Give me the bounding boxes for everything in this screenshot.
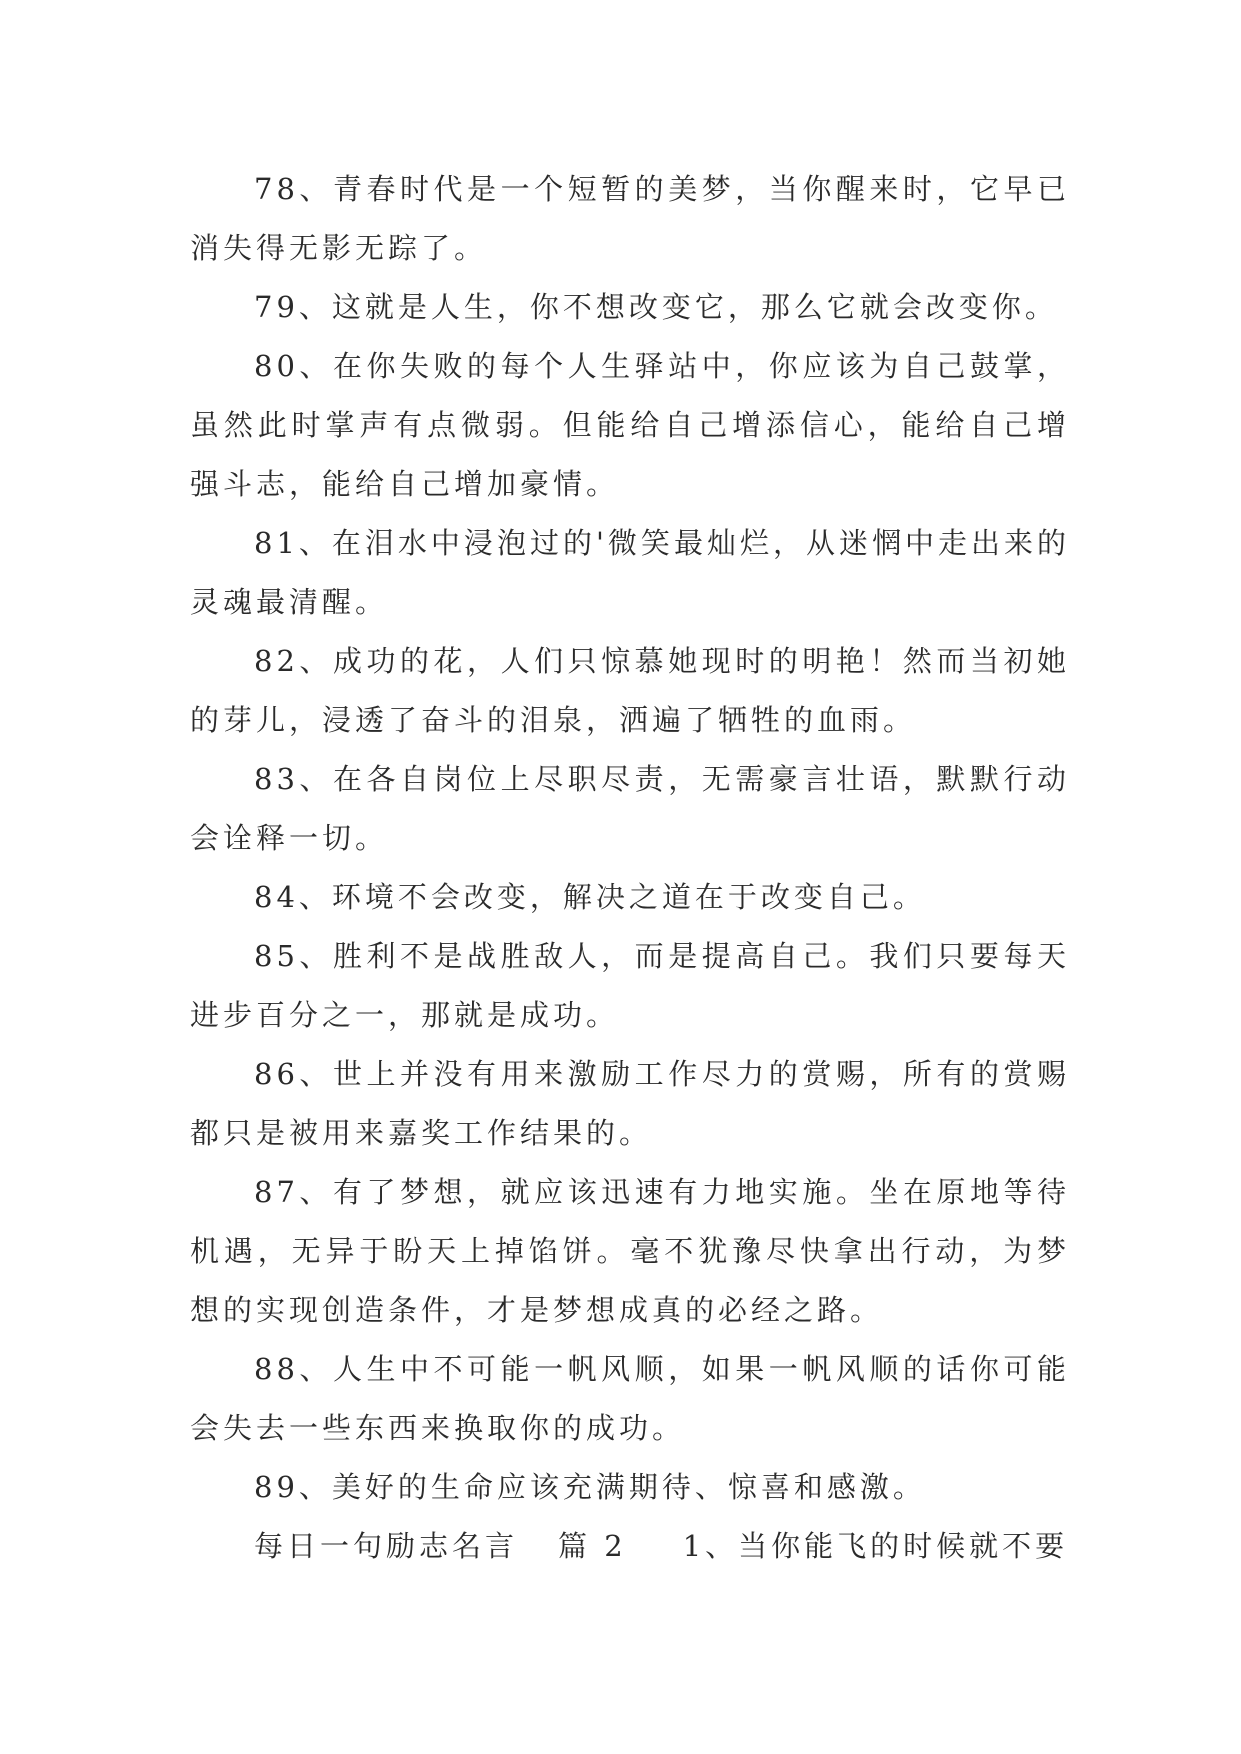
quote-84: 84、环境不会改变，解决之道在于改变自己。 — [254, 880, 926, 914]
quote-81: 81、在泪水中浸泡过的'微笑最灿烂，从迷惘中走出来的灵魂最清醒。 — [190, 526, 1070, 619]
section-heading-line — [190, 1517, 1070, 1576]
quote-85: 85、胜利不是战胜敌人，而是提高自己。我们只要每天进步百分之一，那就是成功。 — [190, 939, 1070, 1032]
quote-79: 79、这就是人生，你不想改变它，那么它就会改变你。 — [254, 290, 1058, 324]
quote-78: 78、青春时代是一个短暂的美梦，当你醒来时，它早已消失得无影无踪了。 — [190, 172, 1070, 265]
section-title: 每日一句励志名言 — [254, 1529, 519, 1563]
quote-80: 80、在你失败的每个人生驿站中，你应该为自己鼓掌，虽然此时掌声有点微弱。但能给自己增添信心，能给自己增强斗志，能给自己增加豪情。 — [190, 349, 1070, 501]
quote-87: 87、有了梦想，就应该迅速有力地实施。坐在原地等待机遇，无异于盼天上掉馅饼。毫不犹豫尽快拿出行动，为梦想的实现创造条件，才是梦想成真的必经之路。 — [190, 1175, 1070, 1327]
section-part: 篇 2 — [558, 1529, 627, 1563]
document-body — [190, 160, 1070, 1576]
quote-89: 89、美好的生命应该充满期待、惊喜和感激。 — [254, 1470, 926, 1504]
quote-83: 83、在各自岗位上尽职尽责，无需豪言壮语，默默行动会诠释一切。 — [190, 762, 1070, 855]
quote-86: 86、世上并没有用来激励工作尽力的赏赐，所有的赏赐都只是被用来嘉奖工作结果的。 — [190, 1057, 1070, 1150]
section-first-item: 1、当你能飞的时候就不要 — [682, 1529, 1069, 1563]
quote-82: 82、成功的花，人们只惊慕她现时的明艳！然而当初她的芽儿，浸透了奋斗的泪泉，洒遍了牺牲的血雨。 — [190, 644, 1070, 737]
quote-88: 88、人生中不可能一帆风顺，如果一帆风顺的话你可能会失去一些东西来换取你的成功。 — [190, 1352, 1070, 1445]
